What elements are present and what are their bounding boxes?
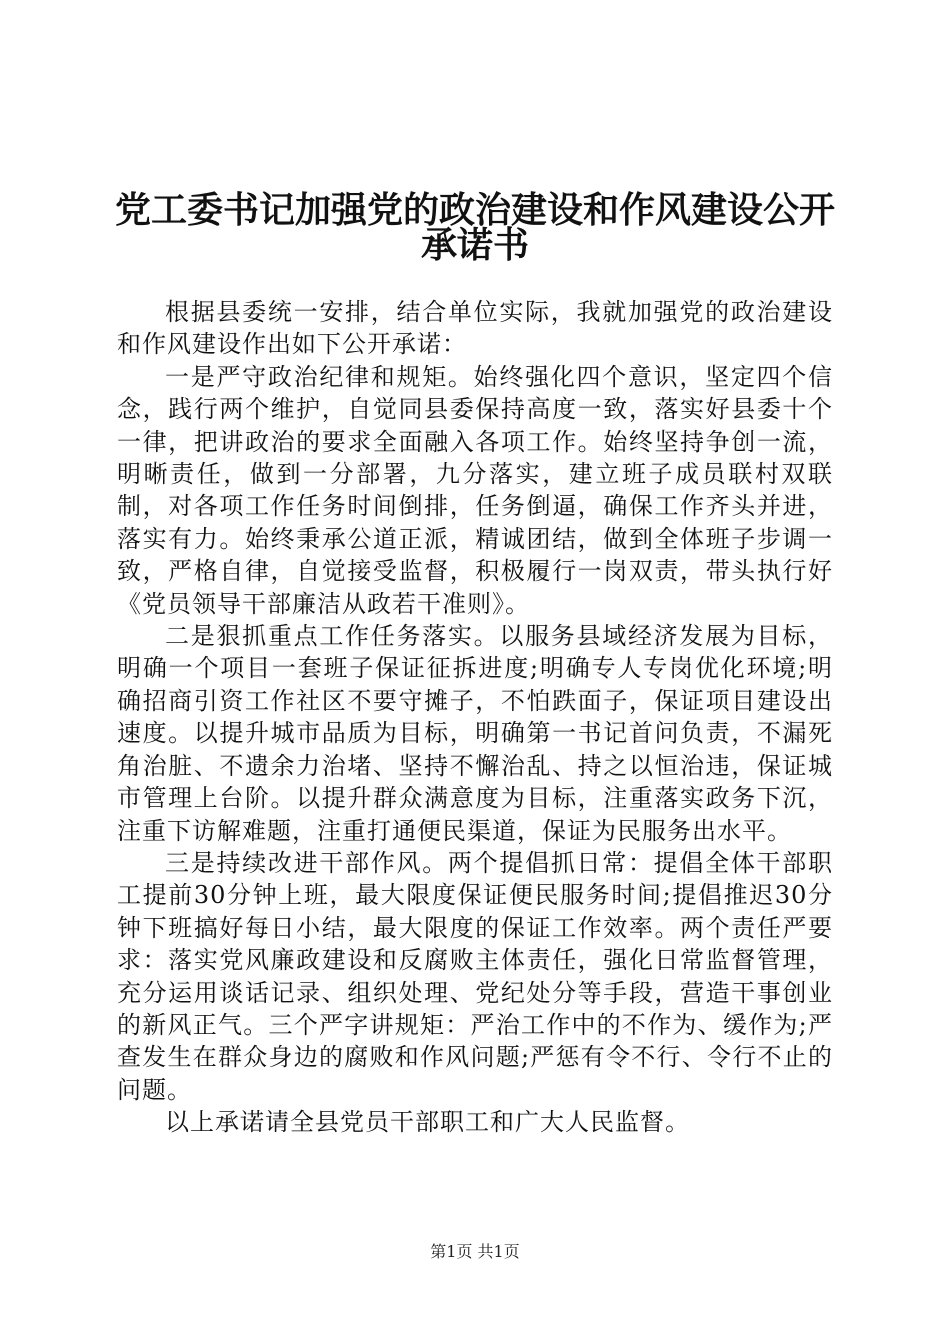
paragraph-three: 三是持续改进干部作风。两个提倡抓日常：提倡全体干部职工提前30分钟上班，最大限度保证便民服务时间;提倡推迟30分钟下班搞好每日小结，最大限度的保证工作效率。两个责任严要求：落实党风廉政建设和反腐败主体责任，强化日常监督管理，充分运用谈话记录、组织处理、党纪处分等手段，营造干事创业的新风正气。三个严字讲规矩：严治工作中的不作为、缓作为;严查发生在群众身边的腐败和作风问题;严惩有令不行、令行不止的问题。: [117, 848, 833, 1104]
document-title-line-2: 承诺书: [420, 224, 529, 266]
page-number-footer: 第1页 共1页: [430, 1242, 520, 1261]
paragraph-one: 一是严守政治纪律和规矩。始终强化四个意识，坚定四个信念，践行两个维护，自觉同县委保持高度一致，落实好县委十个一律，把讲政治的要求全面融入各项工作。始终坚持争创一流，明晰责任，做到一分部署，九分落实，建立班子成员联村双联制，对各项工作任务时间倒排，任务倒逼，确保工作齐头并进，落实有力。始终秉承公道正派，精诚团结，做到全体班子步调一致，严格自律，自觉接受监督，积极履行一岗双责，带头执行好《党员领导干部廉洁从政若干准则》。: [117, 362, 833, 618]
document-body: [117, 296, 833, 1139]
document-title-line-1: 党工委书记加强党的政治建设和作风建设公开: [114, 189, 835, 231]
paragraph-closing: 以上承诺请全县党员干部职工和广大人民监督。: [165, 1108, 690, 1137]
paragraph-intro: 根据县委统一安排，结合单位实际，我就加强党的政治建设和作风建设作出如下公开承诺：: [117, 298, 833, 359]
paragraph-two: 二是狠抓重点工作任务落实。以服务县域经济发展为目标，明确一个项目一套班子保证征拆进度;明确专人专岗优化环境;明确招商引资工作社区不要守摊子，不怕跌面子，保证项目建设出速度。以提升城市品质为目标，明确第一书记首问负责，不漏死角治脏、不遗余力治堵、坚持不懈治乱、持之以恒治违，保证城市管理上台阶。以提升群众满意度为目标，注重落实政务下沉，注重下访解难题，注重打通便民渠道，保证为民服务出水平。: [117, 622, 833, 845]
